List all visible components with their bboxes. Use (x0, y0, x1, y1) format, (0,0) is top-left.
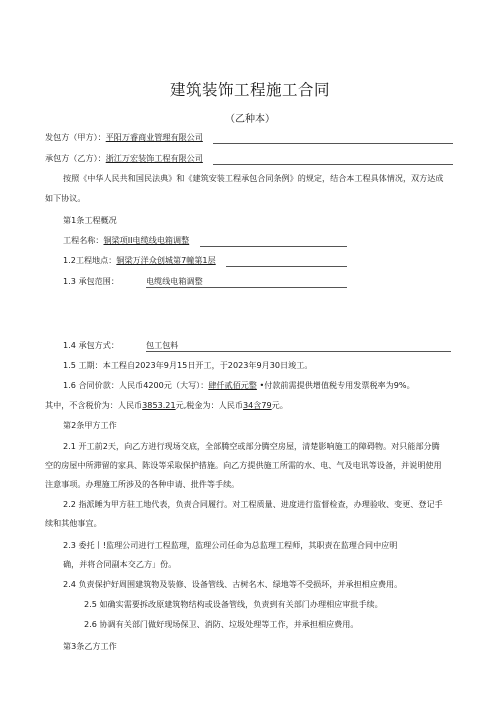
project-site-line (63, 255, 216, 266)
scope-line (63, 276, 119, 287)
clause-2-4: 2.4 负责保护好周围建筑物及装修、设备管线、古树名木、绿地等不受损坏，并承担相应费用。 (63, 579, 403, 589)
project-site-label: 1.2工程地点： (63, 255, 117, 265)
article-1-heading: 第1条工程概况 (63, 215, 117, 225)
price-post: •付款前需提供增值税专用发票税率为9%。 (256, 380, 415, 390)
party-b-value: 浙江万宏装饰工程有限公司 (105, 153, 203, 163)
tax-end: 元。 (271, 400, 288, 410)
method-value: 包工包料 (146, 340, 179, 350)
party-b-line (45, 153, 203, 164)
project-site-value: 铜梁万洋众创城第7幢第1层 (116, 255, 216, 265)
clause-2-1-line-2: 空的房屋中所滞留的家具、陈设等采取保护措施。向乙方提供施工所需的水、电、气及电讯等设备，并说明使用 (45, 460, 442, 470)
tax-pre: 其中，不含税价为：人民币 (45, 400, 143, 410)
party-a-label: 发包方（甲方）： (45, 132, 106, 142)
tax-value-1: 3853.21 (142, 400, 176, 410)
project-name-underline (200, 246, 347, 247)
scope-underline (146, 287, 347, 288)
party-b-underline (213, 164, 453, 165)
contract-title: 建筑装饰工程施工合同 (169, 81, 330, 99)
project-name-line (63, 235, 189, 246)
method-label: 1.4 承包方式： (63, 340, 119, 350)
party-a-underline (213, 143, 453, 144)
project-site-underline (226, 266, 347, 267)
project-name-label: 工程名称： (63, 235, 104, 245)
clause-2-6: 2.6 协调有关部门做好现场保卫、消防、垃圾处理等工作，并承担相应费用。 (84, 619, 359, 629)
project-name-value: 铜梁项II电缆线电箱调整 (103, 235, 190, 245)
intro-line-2: 如下协议。 (45, 193, 86, 203)
period-line: 1.5 工期：本工程自2023年9月15日开工，于2023年9月30日竣工。 (63, 360, 313, 370)
clause-2-5: 2.5 如确实需要拆改原建筑物结构或设备管线，负责到有关部门办理相应审批手续。 (84, 599, 383, 609)
clause-2-3-line-1: 2.3 委托丨!监理公司进行工程监理，监理公司任命为总监理工程师，其职责在监理合同中应明 (63, 540, 398, 550)
clause-2-1-line-3: 注意事项。办理施工所涉及的各种申请、批件等手续。 (45, 479, 240, 489)
scope-label: 1.3 承包范围： (63, 276, 119, 286)
clause-2-3-line-2: 确，并将合同副本交乙方」份。 (63, 559, 177, 569)
price-pre: 1.6 合同价款：人民币4200元（大写）： (63, 380, 209, 390)
price-words: 肆仟贰佰元整 (208, 380, 257, 390)
party-a-line (45, 132, 203, 143)
tax-mid: 元,税金为：人民币 (175, 400, 243, 410)
clause-2-2-line-2: 续和其他事宜。 (45, 518, 102, 528)
party-b-label: 承包方（乙方）： (45, 153, 106, 163)
tax-value-2: 34含79 (242, 400, 272, 410)
method-line (63, 340, 119, 351)
clause-2-2-line-1: 2.2 指派睡为甲方驻工地代表，负责合同履行。对工程质量、进度进行监督检查，办理验收、变更、登记手 (63, 499, 443, 509)
intro-line-1: 按照《中华人民共和国民法典》和《建筑安装工程承包合同条例》的规定，结合本工程具体情况，双方达成 (63, 173, 444, 183)
article-3-heading: 第3条乙方工作 (63, 641, 117, 651)
party-a-value: 平阳万睿商业管理有限公司 (105, 132, 203, 142)
scope-value: 电缆线电箱调整 (146, 276, 203, 286)
article-2-heading: 第2条甲方工作 (63, 420, 117, 430)
method-underline (146, 351, 451, 352)
tax-line (45, 400, 288, 411)
price-line (63, 380, 415, 391)
contract-subtitle: （乙种本） (225, 114, 275, 125)
clause-2-1-line-1: 2.1 开工前2天，向乙方进行现场交底，全部腾空或部分腾空房屋，清楚影响施工的障碍物。对只能部分腾 (63, 441, 440, 451)
